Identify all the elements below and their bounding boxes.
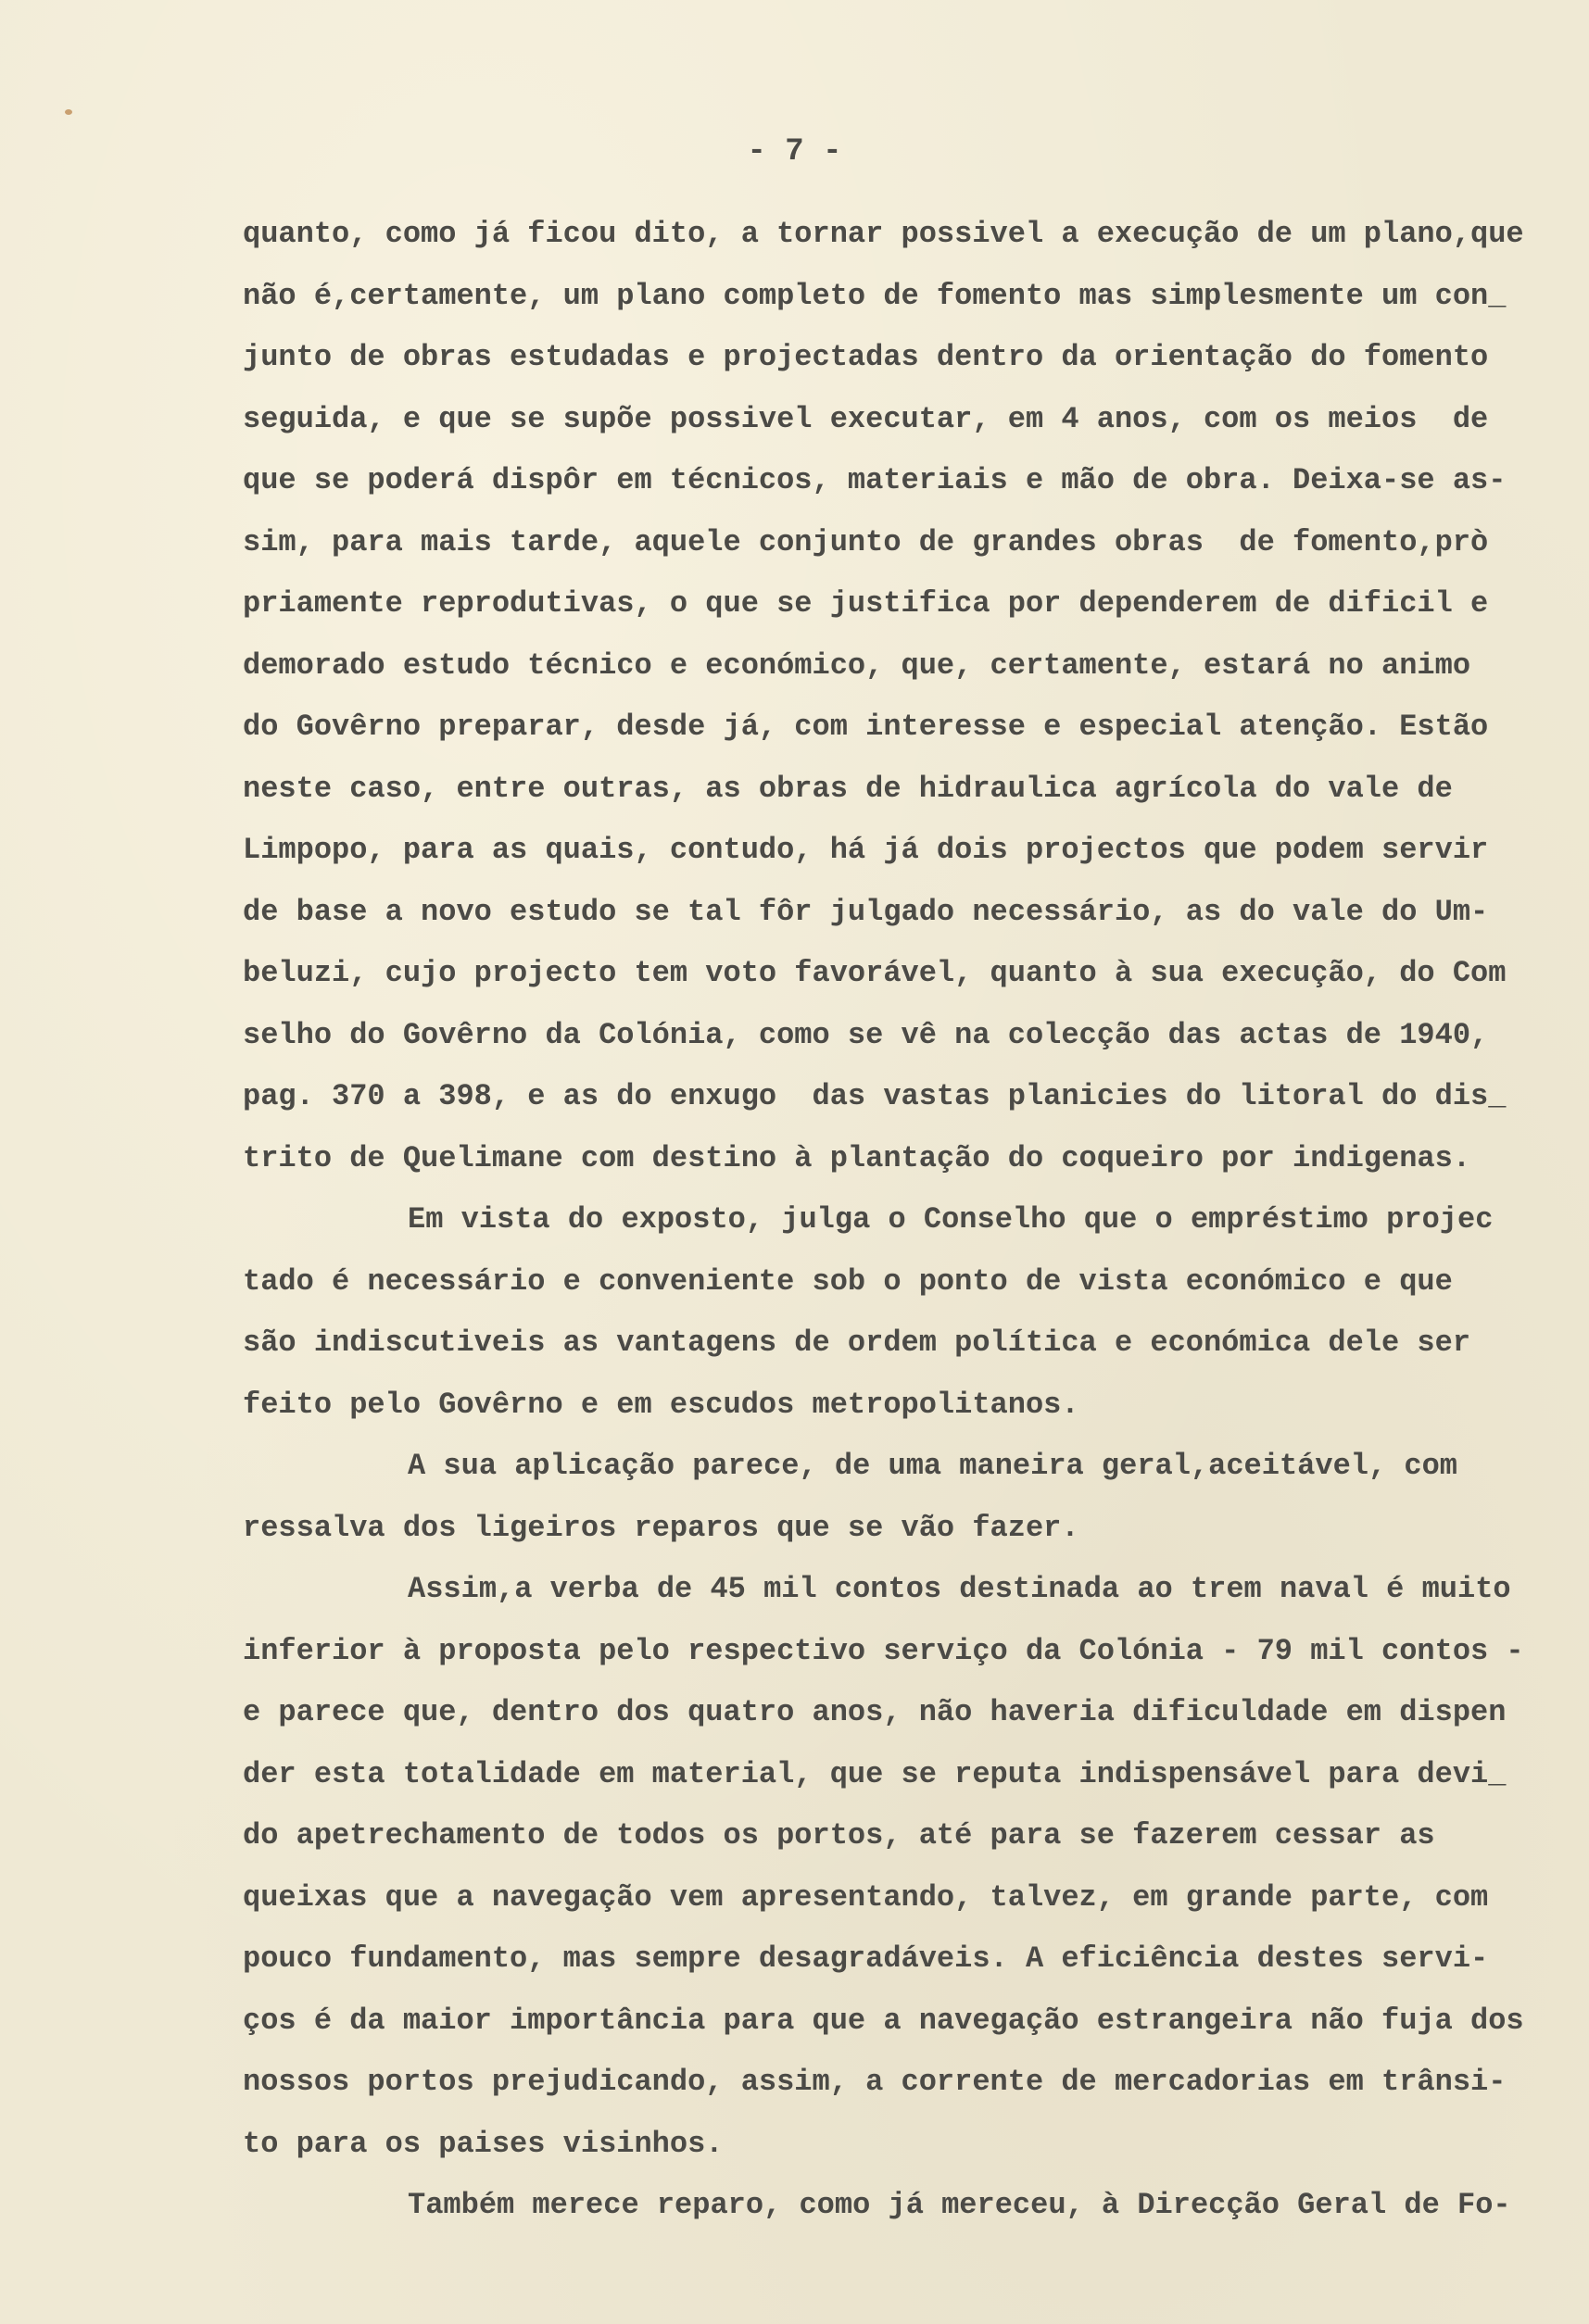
typewritten-body: [243, 204, 1558, 2237]
paragraph-first-line: Assim,a verba de 45 mil contos destinada ao trem naval é muito: [408, 1572, 1511, 1606]
page-number: - 7 -: [747, 134, 842, 170]
paragraph-first-line: Em vista do exposto, julga o Conselho que o empréstimo projec: [408, 1202, 1494, 1237]
text-line: pag. 370 a 398, e as do enxugo das vastas planicies do litoral do dis_: [243, 1079, 1507, 1113]
paper-stain: [65, 109, 72, 115]
text-line: queixas que a navegação vem apresentando, talvez, em grande parte, com: [243, 1879, 1489, 1915]
text-line: trito de Quelimane com destino à plantação do coqueiro por indigenas.: [243, 1140, 1471, 1175]
text-line: sim, para mais tarde, aquele conjunto de grandes obras de fomento,prò: [243, 524, 1489, 559]
text-line: são indiscutiveis as vantagens de ordem política e económica dele ser: [243, 1325, 1471, 1360]
text-line: selho do Govêrno da Colónia, como se vê na colecção das actas de 1940,: [243, 1017, 1489, 1052]
text-line: e parece que, dentro dos quatro anos, não haveria dificuldade em dispen: [243, 1695, 1507, 1729]
text-line: quanto, como já ficou dito, a tornar possivel a execução de um plano,que: [243, 217, 1524, 251]
text-line: neste caso, entre outras, as obras de hidraulica agrícola do vale de: [243, 771, 1453, 806]
paragraph-first-line: Também merece reparo, como já mereceu, à Direcção Geral de Fo-: [408, 2188, 1511, 2222]
text-line: não é,certamente, um plano completo de fomento mas simplesmente um con_: [243, 278, 1507, 313]
text-line: nossos portos prejudicando, assim, a corrente de mercadorias em trânsi-: [243, 2065, 1507, 2099]
text-line: pouco fundamento, mas sempre desagradáveis. A eficiência destes servi-: [243, 1941, 1489, 1976]
text-line: junto de obras estudadas e projectadas dentro da orientação do fomento: [243, 340, 1489, 374]
text-line: feito pelo Govêrno e em escudos metropolitanos.: [243, 1387, 1079, 1422]
text-line: beluzi, cujo projecto tem voto favorável, quanto à sua execução, do Com: [243, 956, 1507, 990]
text-line: seguida, e que se supõe possivel executar, em 4 anos, com os meios de: [243, 401, 1489, 436]
text-line: der esta totalidade em material, que se reputa indispensável para devi_: [243, 1756, 1507, 1791]
text-line: inferior à proposta pelo respectivo serviço da Colónia - 79 mil contos -: [243, 1633, 1524, 1668]
text-line: do apetrechamento de todos os portos, até para se fazerem cessar as: [243, 1818, 1435, 1853]
text-line: de base a novo estudo se tal fôr julgado necessário, as do vale do Um-: [243, 894, 1489, 929]
text-line: demorado estudo técnico e económico, que, certamente, estará no animo: [243, 647, 1471, 683]
text-line: to para os paises visinhos.: [243, 2126, 724, 2161]
paragraph-first-line: A sua aplicação parece, de uma maneira geral,aceitável, com: [408, 1449, 1457, 1483]
text-line: que se poderá dispôr em técnicos, materiais e mão de obra. Deixa-se as-: [243, 463, 1507, 497]
text-line: Limpopo, para as quais, contudo, há já dois projectos que podem servir: [243, 833, 1489, 867]
text-line: ços é da maior importância para que a navegação estrangeira não fuja dos: [243, 2003, 1524, 2038]
text-line: ressalva dos ligeiros reparos que se vão fazer.: [243, 1510, 1079, 1545]
text-line: tado é necessário e conveniente sob o ponto de vista económico e que: [243, 1263, 1453, 1299]
text-line: priamente reprodutivas, o que se justifica por dependerem de dificil e: [243, 586, 1489, 621]
text-line: do Govêrno preparar, desde já, com interesse e especial atenção. Estão: [243, 710, 1489, 744]
